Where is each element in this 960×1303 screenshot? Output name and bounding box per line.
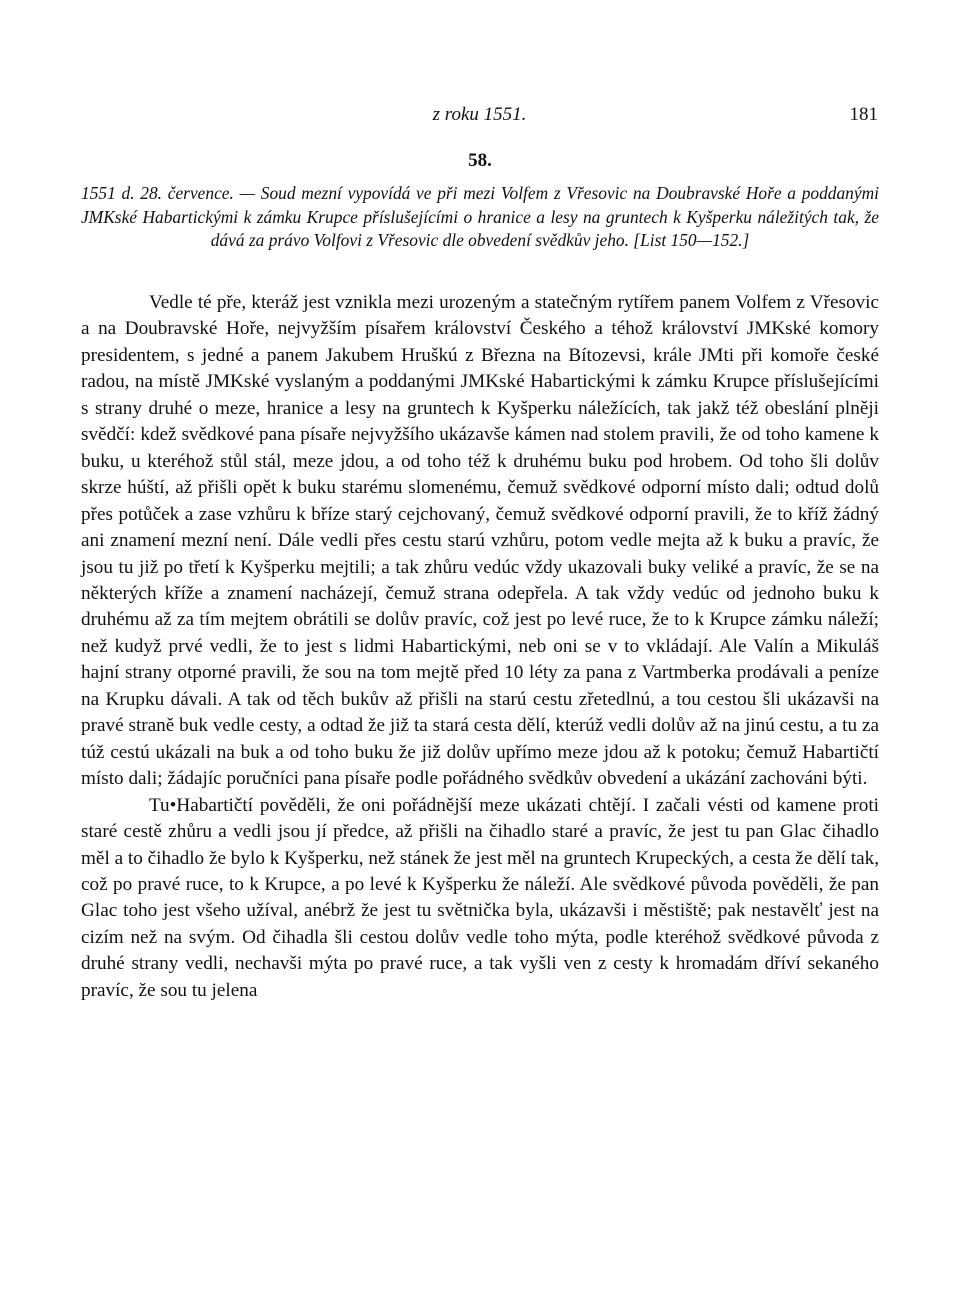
running-head xyxy=(81,104,878,130)
page-number: 181 xyxy=(849,104,878,125)
body-paragraph: Vedle té pře, kteráž jest vznikla mezi urozeným a statečným rytířem panem Volfem z Vřesovic a na Doubravské Hoře, nejvyžším písařem království Českého a téhož království JMKské komory presidentem, s jedné a panem Jakubem Hruškú z Března na Bítozevsi, krále JMti při komoře české radou, na místě JMKské vyslaným a poddanými JMKské Habartickými k zámku Krupce příslušejícími s strany druhé o meze, hranice a lesy na gruntech k Kyšperku náležících, tak jakž též obeslání plněji svědčí: kdež svědkové pana písaře nejvyžšího ukázavše kámen nad stolem pravili, že od toho kamene k buku, u kteréhož stůl stál, meze jdou, a od toho též k druhému buku pod hrobem. Od toho šli dolův skrze húští, až přišli opět k buku starému slomenému, čemuž svědkové odporní místo dali; odtud dolů přes potůček a zase vzhůru k bříze starý cejchovaný, čemuž svědkové odporní pravili, že to kříž žádný ani znamení mezní není. Dále vedli přes cestu starú vzhůru, potom vedle mejta až k buku a pravíc, že jsou tu již po třetí k Kyšperku mejtili; a tak zhůru vedúc vždy ukazovali buky veliké a pravíc, že se na některých kříže a znamení nacházejí, čemuž strana odepřela. A tak vždy vedúc od jednoho buku k druhému až za tím mejtem obrátili se dolův pravíc, což jest po levé ruce, že to k Krupce zámku náleží; než kudyž prvé vedli, že to jest s lidmi Habartickými, neb oni se v to vkládají. Ale Valín a Mikuláš hajní strany otporné pravili, že sou na tom mejtě před 10 léty za pana z Vartmberka prodávali a peníze na Krupku dávali. A tak od těch bukův až přišli na starú cestu zřetedlnú, a tou cestou šli ukázavši na pravé straně buk vedle cesty, a odtad že již ta stará cesta dělí, kterúž vedli dolův až na jinú cestu, a tu za túž cestú ukázali na buk a od toho buku že již dolův upřímo meze jdou až k potoku; čemuž Habartičtí místo dali; žádajíc poručníci pana písaře podle pořádného svědkův obvedení a ukázání zachováni býti. xyxy=(81,292,879,790)
document-number: 58. xyxy=(468,150,492,171)
body-paragraph: Tu•Habartičtí pověděli, že oni pořádnější meze ukázati chtějí. I začali vésti od kamene proti staré cestě zhůru a vedli jsou jí předce, až přišli na čihadlo staré a pravíc, že jest tu pan Glac čihadlo měl a to čihadlo že bylo k Kyšperku, než stánek že jest měl na gruntech Krupeckých, a cesta že dělí tak, což po pravé ruce, to k Krupce, a po levé k Kyšperku že náleží. Ale svědkové původa pověděli, že pan Glac toho jest všeho užíval, anébrž že jest tu světnička byla, ukázavši i městiště; pak nestavělť jest na cizím než na svým. Od čihadla šli cestou dolův vedle toho mýta, podle kteréhož svědkové původa z druhé strany vedli, nechavši mýta po pravé ruce, a tak vyšli ven z cesty k hromadám dříví sekaného pravíc, že sou tu jelena xyxy=(81,794,879,1001)
running-title: z roku 1551. xyxy=(432,104,527,125)
document-regest: 1551 d. 28. července. — Soud mezní vypovídá ve při mezi Volfem z Vřesovic na Doubravské Hoře a poddanými JMKské Habartickými k zámku Krupce příslušejícími o hranice a lesy na gruntech k Kyšperku náležitých tak, že dává za právo Volfovi z Vřesovic dle obvedení svědkův jeho. [List 150—152.] xyxy=(81,183,879,250)
document-body xyxy=(81,290,879,1004)
